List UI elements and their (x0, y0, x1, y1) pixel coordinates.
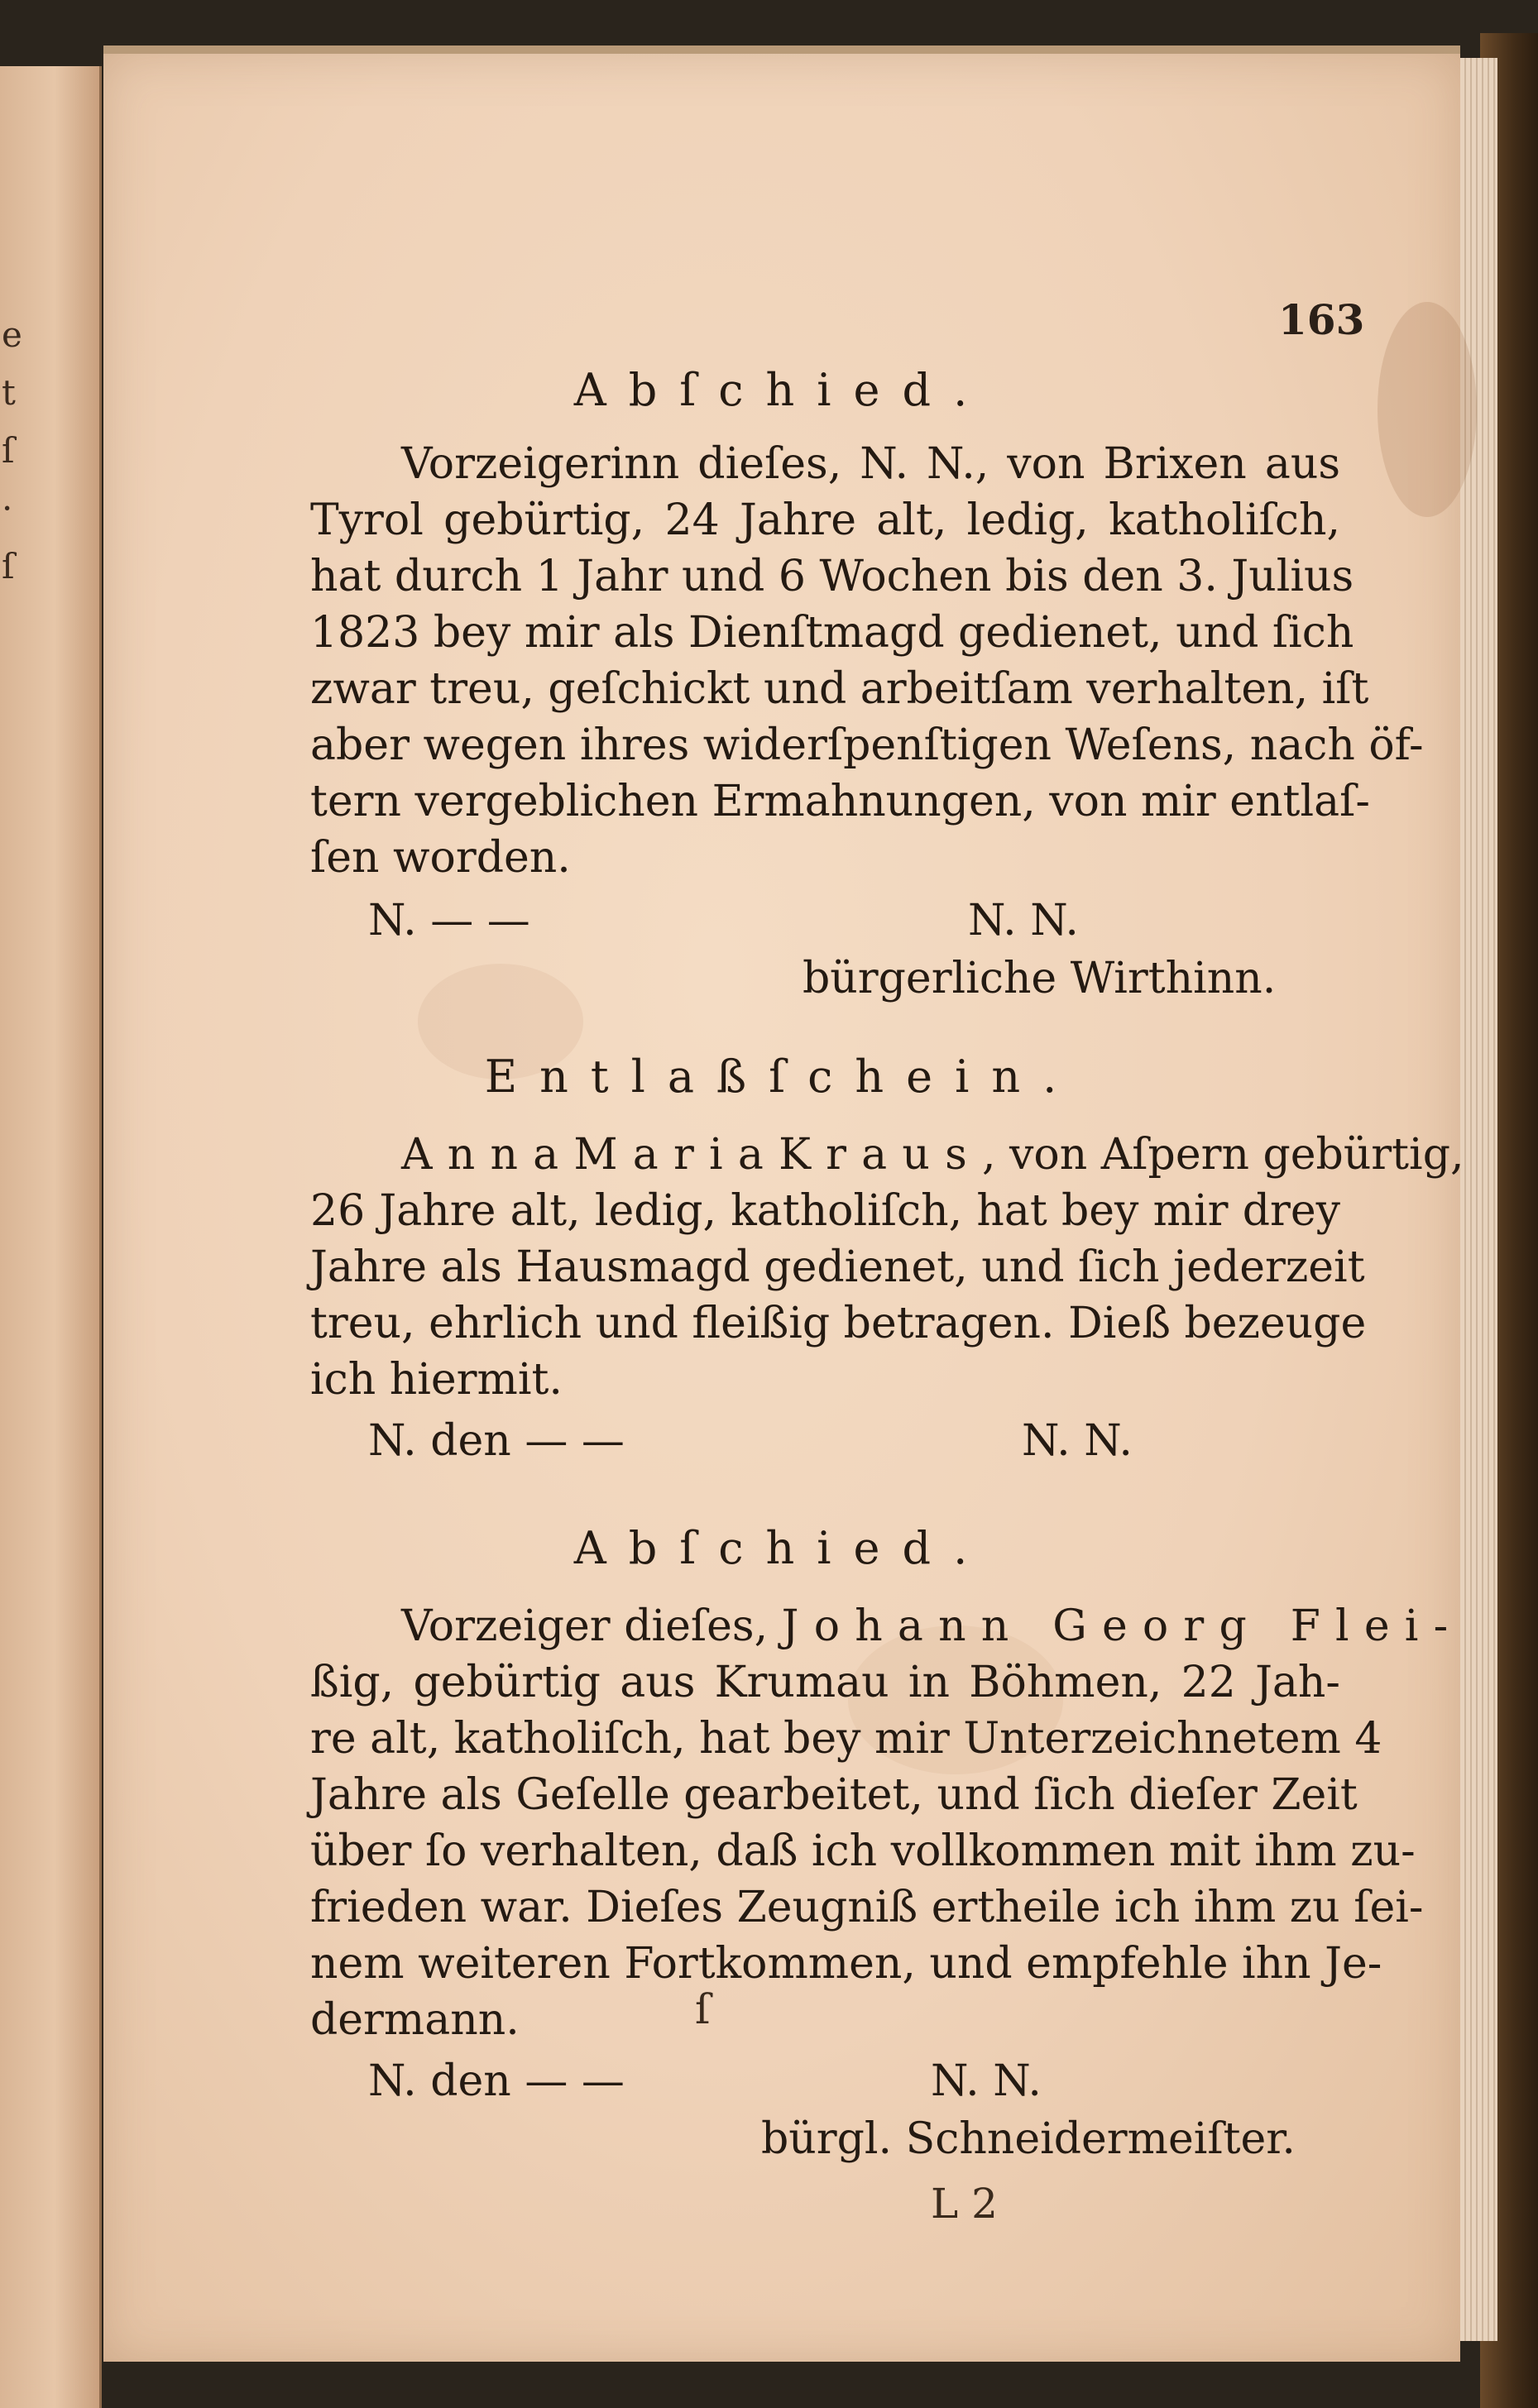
facing-page-mark: e (2, 314, 22, 355)
section-heading: Entlaßſchein. (484, 1051, 1080, 1103)
section-heading: Abſchied. (573, 364, 990, 416)
signature-mark: L 2 (931, 2180, 998, 2228)
text-line: Jahre als Geſelle gearbeitet, und ſich dieſer Zeit (310, 1770, 1358, 1820)
facing-page-mark: ſ (2, 430, 15, 471)
text-line: Vorzeigerinn dieſes, N. N., von Brixen aus (401, 439, 1340, 489)
margin-mark: ſ (695, 1985, 711, 2033)
text-line: aber wegen ihres widerſpenſtigen Weſens, nach öf- (310, 720, 1424, 770)
person-name: Johann Georg Flei- (781, 1601, 1464, 1651)
signer-title: bürgl. Schneidermeiſter. (761, 2114, 1296, 2164)
text-line: Tyrol gebürtig, 24 Jahre alt, ledig, katholiſch, (310, 495, 1340, 545)
stain (1377, 302, 1477, 517)
text-line (401, 1130, 1464, 1180)
section-heading: Abſchied. (573, 1522, 990, 1574)
text-line: Jahre als Hausmagd gedienet, und ſich jederzeit (310, 1242, 1365, 1292)
text-line: 1823 bey mir als Dienſtmagd gedienet, und ſich (310, 608, 1354, 658)
signer-name: N. N. (1022, 1416, 1133, 1466)
text-line: treu, ehrlich und fleißig betragen. Dieß bezeuge (310, 1299, 1367, 1348)
text-line: über ſo verhalten, daß ich vollkommen mit ihm zu- (310, 1826, 1416, 1876)
text-line: ſen worden. (310, 833, 571, 883)
signer-name: N. N. (931, 2056, 1042, 2106)
person-name: AnnaMariaKraus (401, 1130, 982, 1180)
text-line: nem weiteren Fortkommen, und empfehle ihn Je- (310, 1939, 1382, 1989)
text-line (401, 1601, 1464, 1651)
text-line: hat durch 1 Jahr und 6 Wochen bis den 3. Julius (310, 552, 1354, 601)
text-line: ßig, gebürtig aus Krumau in Böhmen, 22 Jah- (310, 1658, 1340, 1707)
text-fragment: , von Aſpern gebürtig, (981, 1130, 1464, 1180)
text-line: frieden war. Dieſes Zeugniß ertheile ich ihm zu ſei- (310, 1883, 1424, 1932)
text-line: re alt, katholiſch, hat bey mir Unterzeichnetem 4 (310, 1714, 1382, 1764)
place-date-line: N. — — (368, 896, 530, 945)
signer-name: N. N. (968, 896, 1079, 945)
place-date-line: N. den — — (368, 2056, 625, 2106)
text-fragment: Vorzeiger dieſes, (401, 1601, 769, 1651)
facing-page-mark: ſ (2, 546, 15, 586)
facing-page (0, 66, 102, 2408)
text-line: dermann. (310, 1995, 520, 2045)
text-line: tern vergeblichen Ermahnungen, von mir entlaſ- (310, 777, 1370, 826)
page-number: 163 (1278, 295, 1365, 344)
place-date-line: N. den — — (368, 1416, 625, 1466)
text-line: 26 Jahre alt, ledig, katholiſch, hat bey mir drey (310, 1186, 1340, 1236)
signer-title: bürgerliche Wirthinn. (803, 954, 1277, 1003)
text-line: ich hiermit. (310, 1355, 563, 1405)
book-page (103, 45, 1464, 2362)
facing-page-mark: t (2, 372, 16, 413)
facing-page-mark: · (2, 488, 13, 529)
text-line: zwar treu, geſchickt und arbeitſam verhalten, iſt (310, 664, 1369, 714)
